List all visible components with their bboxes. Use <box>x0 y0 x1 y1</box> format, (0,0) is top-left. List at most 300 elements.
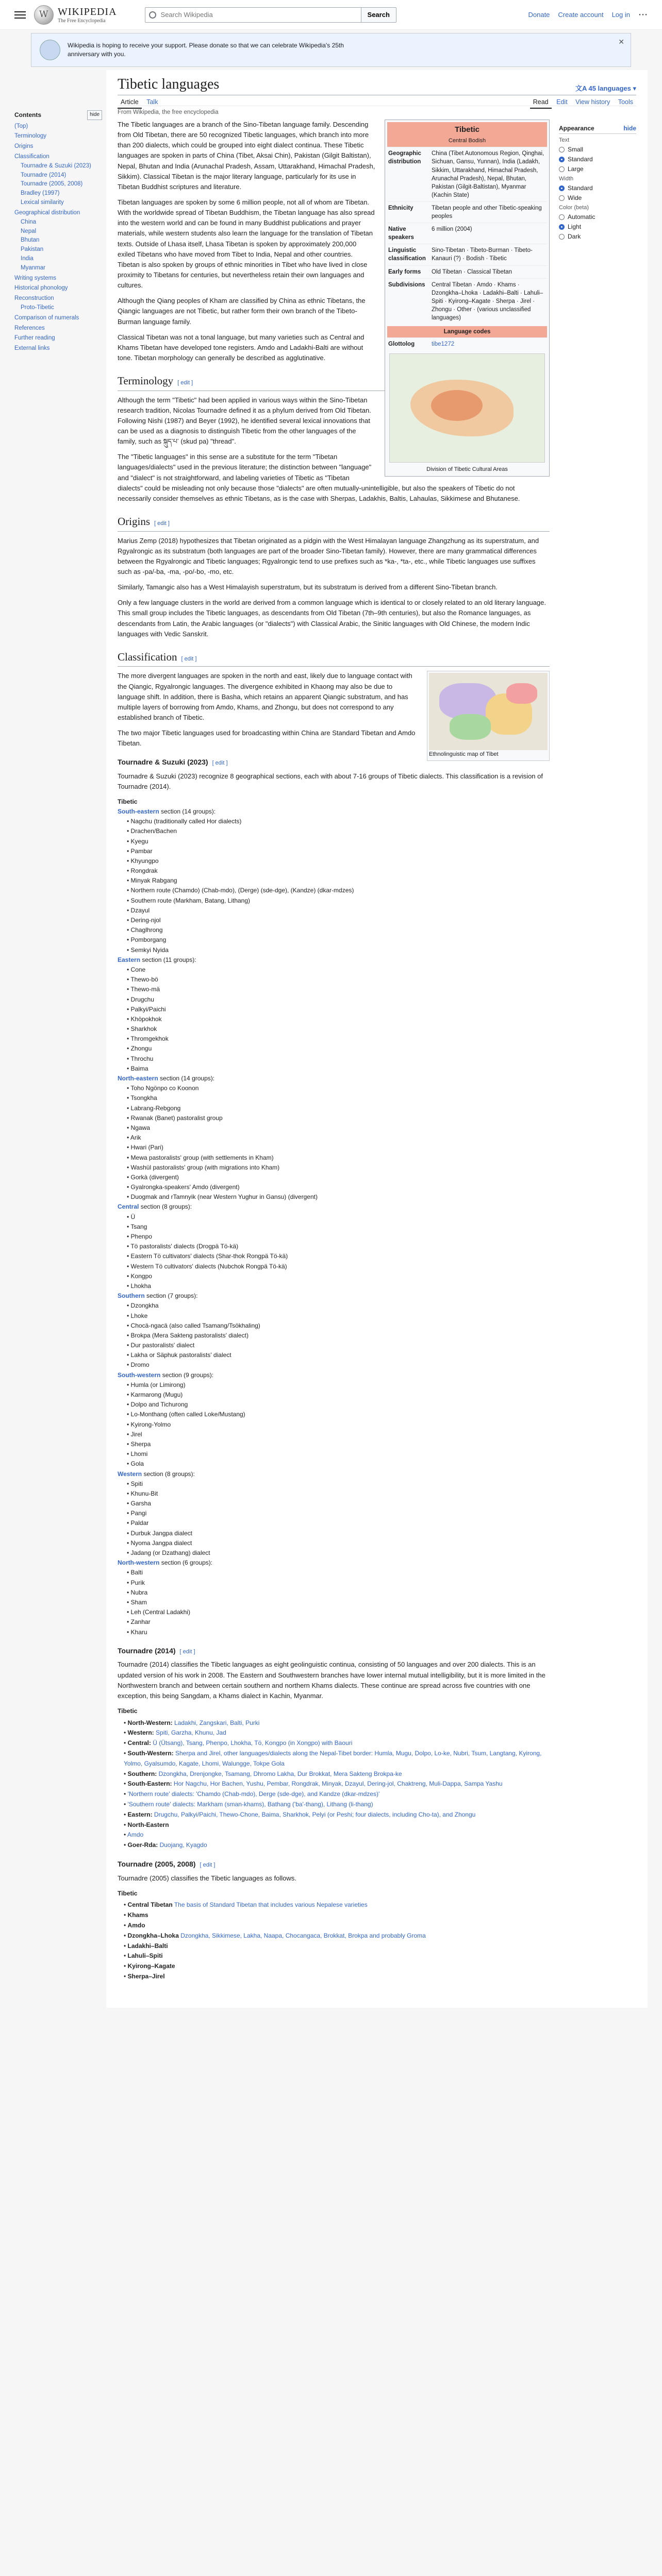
toc-item[interactable]: China <box>21 218 37 225</box>
list-item: • South-Eastern: Hor Nagchu, Hor Bachen, Yushu, Pembar, Rongdrak, Minyak, Dzayul, Dering-jol, Chaktreng, Muli-Dappa, Sampa Yashu <box>124 1780 503 1788</box>
section-name[interactable]: Western <box>118 1470 142 1478</box>
radio-icon[interactable] <box>559 224 565 230</box>
infobox-label: Linguistic classification <box>388 247 426 262</box>
option-label: Large <box>568 165 584 173</box>
list-item: • South-Western: Sherpa and Jirel, other languages/dialects along the Nepal-Tibet border: Humla, Mugu, Dolpo, Lo-ke, Nubri, Tsum, Langtang, Kyirong, Yolmo, Gyalsumdo, Kagate, Lhomi, Walungge, Tokpe Gola <box>124 1749 542 1767</box>
list-item: • Dzayul <box>127 906 550 916</box>
list-item: • Pomborgang <box>127 935 550 945</box>
tab-edit[interactable]: Edit <box>556 98 568 106</box>
paragraph: Similarly, Tamangic also has a West Himalayish superstratum, but its substratum is derived from a different Sino-Tibetan branch. <box>118 583 498 591</box>
list-item: • Pambar <box>127 846 550 856</box>
list-item: • Toho Ngönpo co Koonon <box>127 1083 550 1093</box>
list-item: • Tsongkha <box>127 1093 550 1103</box>
list-item: • Gyalrongka-speakers' Amdo (divergent) <box>127 1182 550 1192</box>
list-item: • Dzongkha <box>127 1301 550 1311</box>
option-label: Dark <box>568 233 581 240</box>
infobox-row <box>387 147 547 201</box>
list-item: • Central Tibetan The basis of Standard Tibetan that includes various Nepalese varieties <box>124 1901 368 1909</box>
classification-tree <box>118 807 550 1637</box>
toc-item[interactable]: Tournadre & Suzuki (2023) <box>21 162 91 169</box>
t2005-list <box>118 1900 550 1981</box>
toc-item[interactable]: Nepal <box>21 228 37 234</box>
toc-item[interactable]: Proto-Tibetic <box>21 304 54 311</box>
list-item: • Ladakhi–Balti <box>124 1942 168 1950</box>
section-name[interactable]: Central <box>118 1203 139 1211</box>
list-item-head: Sherpa–Jirel <box>127 1972 165 1980</box>
list-item-head: North-Western: <box>127 1719 173 1726</box>
infobox-label: Glottolog <box>388 341 415 348</box>
list-item: • Southern route (Markham, Batang, Lithang) <box>127 896 550 906</box>
list-item: • Dzongkha–Lhoka Dzongkha, Sikkimese, Lakha, Naapa, Chocangaca, Brokkat, Brokpa and probably Groma <box>124 1931 426 1939</box>
tab-tools[interactable]: Tools <box>618 98 633 106</box>
list-item-head: North-Eastern <box>127 1821 169 1828</box>
color-label: Color (beta) <box>559 205 589 211</box>
list-item-text[interactable]: Sherpa and Jirel, other languages/dialects along the Nepal-Tibet border: Humla, Mugu, Dolpo, Lo-ke, Nubri, Tsum, Langtang, Kyirong, Yolmo, Gyalsumdo, Kagate, Lhomi, Walungge, Tokpe Gola <box>124 1749 542 1767</box>
toc-item[interactable]: Lexical similarity <box>21 199 64 206</box>
toc-item[interactable]: Bhutan <box>21 237 40 244</box>
toc-hide-button[interactable]: hide <box>87 110 102 120</box>
list-item: • Lhokha <box>127 1281 550 1291</box>
list-item: • Thewo-bö <box>127 975 550 985</box>
section-group-list <box>118 965 550 1074</box>
list-item: • Sharkhok <box>127 1024 550 1034</box>
list-item-head: South-Eastern: <box>127 1780 172 1788</box>
list-item: • Rongdrak <box>127 866 550 876</box>
list-item-text[interactable]: Duojang, Kyagdo <box>159 1841 207 1849</box>
toc-item[interactable]: Pakistan <box>21 246 44 253</box>
tree-root: Tibetic <box>118 798 138 806</box>
list-item-text[interactable]: Ladakhi, Zangskari, Balti, Purki <box>174 1719 260 1726</box>
list-item: • Southern: Dzongkha, Drenjongke, Tsamang, Dhromo Lakha, Dur Brokkat, Mera Sakteng Brokpa-ke <box>124 1770 402 1777</box>
list-item-head: Southern: <box>127 1770 157 1777</box>
list-item: • Western Tö cultivators' dialects (Nubchok Rongpä Tö-kä) <box>127 1262 550 1272</box>
infobox-row <box>387 223 547 244</box>
table-of-contents <box>14 70 102 2008</box>
list-item: • Khyungpo <box>127 856 550 866</box>
banner-globe-icon <box>40 40 60 60</box>
main-menu-icon[interactable] <box>14 11 26 19</box>
list-item: • Brokpa (Mera Sakteng pastoralists' dialect) <box>127 1331 550 1341</box>
infobox-value: Old Tibetan · Classical Tibetan <box>432 268 512 275</box>
list-item-head: Ladakhi–Balti <box>127 1942 168 1950</box>
list-item: • Dur pastoralists' dialect <box>127 1341 550 1350</box>
paragraph: The two major Tibetic languages used for broadcasting within China are Standard Tibetan and Amdo Tibetan. <box>118 729 416 748</box>
list-item: • 'Southern route' dialects: Markham (sman-khams), Bathang ('ba'-thang), Lithang (li-thang) <box>124 1800 373 1808</box>
appearance-panel <box>559 120 636 1987</box>
infobox-subtitle: Central Bodish <box>387 137 547 147</box>
heading-text: Tournadre (2014) <box>118 1646 176 1655</box>
radio-icon[interactable] <box>559 147 565 152</box>
tab-view-history[interactable]: View history <box>575 98 610 106</box>
paragraph: The more divergent languages are spoken in the north and east, likely due to language contact with the Qiangic, Rgyalrongic languages. The divergence exhibited in Khaong may also be due to language shift. In addition, there is Basha, which retains an apparent Qiangic substratum, and has multiple layers of borrowing from Amdo, Khams, and Zhongu, but does not correspond to any established branch of Tibetic. <box>118 672 412 721</box>
option-label: Light <box>568 223 582 230</box>
section-note: section (8 groups): <box>143 1470 195 1478</box>
toc-item[interactable]: Terminology <box>14 133 46 140</box>
toc-item[interactable]: Further reading <box>14 335 55 342</box>
search-button[interactable]: Search <box>361 7 396 23</box>
section-group-list <box>118 1568 550 1637</box>
toc-item[interactable]: Tournadre (2005, 2008) <box>21 181 83 188</box>
infobox-label: Native speakers <box>388 226 414 241</box>
toc-item[interactable]: Bradley (1997) <box>21 190 60 197</box>
languages-label: 45 languages <box>588 84 631 92</box>
list-item-head: Central Tibetan <box>127 1901 173 1909</box>
paragraph: The "Tibetic languages" in this sense are a substitute for the term "Tibetan languages/dialects" used in the previous literature; the distinction between "language" and "dialect" is not straightforward, and labeling varieties of Tibetic as "Tibetan dialects" could be misleading not only because those "dialects" are often mutually-unintelligible, but also the speakers of Tibetic do not necessarily consider themselves as ethnic Tibetans, as is the case with Sherpas, Ladakhis, Baltis, Lahaulas, Sikkimese and Bhutanese. <box>118 453 520 502</box>
list-item: • Lo-Monthang (often called Loke/Mustang) <box>127 1410 550 1419</box>
list-item-text[interactable]: Dzongkha, Drenjongke, Tsamang, Dhromo Lakha, Dur Brokkat, Mera Sakteng Brokpa-ke <box>158 1770 402 1777</box>
list-item: • Paldar <box>127 1518 550 1528</box>
list-item: • Balti <box>127 1568 550 1578</box>
tab-article[interactable]: Article <box>118 96 142 109</box>
paragraph: Although the Qiang peoples of Kham are classified by China as ethnic Tibetans, the Qiangic languages are not Tibetic, but rather form their own branch of the Tibeto-Burman language family. <box>118 297 366 326</box>
banner-text: Wikipedia is hoping to receive your support. Please donate so that we can celebrate Wikipedia's 25th anniversary with you. <box>68 42 344 58</box>
section-note: section (7 groups): <box>146 1292 198 1300</box>
list-item: • Kharu <box>127 1628 550 1637</box>
section-name[interactable]: North-western <box>118 1559 160 1567</box>
list-item-text[interactable]: Ü (Ütsang), Tsang, Phenpo, Lhokha, Tö, Kongpo (in Xongpo) with Baouri <box>153 1739 353 1747</box>
radio-icon[interactable] <box>559 234 565 240</box>
paragraph: Tournadre (2005) classifies the Tibetic languages as follows. <box>118 1874 296 1882</box>
infobox-label: Geographic distribution <box>388 150 421 165</box>
list-item-text[interactable]: Drugchu, Palkyi/Paichi, Thewo-Chone, Baima, Sharkhok, Pelyi (or Peshi; four dialects, including Cho-ta), and Zhongu <box>154 1810 476 1818</box>
list-item-head: Eastern: <box>127 1810 153 1818</box>
list-item: • Thewo-mä <box>127 985 550 994</box>
appearance-title: Appearance <box>559 125 594 132</box>
wikipedia-logo[interactable] <box>34 5 117 25</box>
section-note: section (9 groups): <box>162 1371 214 1379</box>
create-account-link[interactable]: Create account <box>558 11 604 19</box>
login-link[interactable]: Log in <box>611 11 630 19</box>
tree-root: Tibetic <box>118 1707 138 1715</box>
list-item: • Western: Spiti, Garzha, Khunu, Jad <box>124 1729 226 1737</box>
edit-link[interactable]: [ edit ] <box>154 520 170 527</box>
radio-icon[interactable] <box>559 166 565 172</box>
subsection-heading-t2014 <box>118 1646 550 1657</box>
edit-link[interactable]: [ edit ] <box>177 380 193 386</box>
list-item: • Garsha <box>127 1499 550 1509</box>
toc-item[interactable]: Historical phonology <box>14 285 68 292</box>
tree-section <box>118 1074 550 1202</box>
list-item-head: South-Western: <box>127 1749 174 1757</box>
title-row <box>118 76 636 95</box>
list-item: • Sherpa <box>127 1439 550 1449</box>
tree-section <box>118 1202 550 1291</box>
list-item: • Khams <box>124 1911 148 1919</box>
section-note: section (8 groups): <box>140 1203 192 1211</box>
logo-text: WIKIPEDIA <box>58 6 117 18</box>
list-item: • North-Western: Ladakhi, Zangskari, Balti, Purki <box>124 1719 260 1726</box>
section-note: section (11 groups): <box>142 956 196 963</box>
main-content <box>106 70 648 2008</box>
list-item: • Amdo <box>124 1921 145 1929</box>
paragraph: Although the term "Tibetic" had been applied in various ways within the Sino-Tibetan research tradition, Nicolas Tournadre defined it as a phylum derived from Old Tibetan. Following Nishi (1987) and Beyer (1992), he identified several lexical innovations that can be used as a diagnosis to distinguish Tibetic from the other languages of the family, such as སྐུད་པ་ (skud pa) "thread". <box>118 396 371 446</box>
list-item-head: Western: <box>127 1729 154 1737</box>
section-name[interactable]: Eastern <box>118 956 141 963</box>
donate-link[interactable]: Donate <box>528 11 550 19</box>
list-item-head: Central: <box>127 1739 151 1747</box>
heading-text: Classification <box>118 650 177 663</box>
radio-icon[interactable] <box>559 185 565 191</box>
languages-button[interactable]: 文A 45 languages ▾ <box>575 84 636 92</box>
option-label: Standard <box>568 184 593 192</box>
section-name[interactable]: Southern <box>118 1292 145 1300</box>
list-item: • Hwari (Pari) <box>127 1143 550 1153</box>
list-item-text[interactable]: Amdo <box>127 1831 144 1839</box>
infobox-value[interactable]: tibe1272 <box>432 341 455 348</box>
paragraph: Tournadre & Suzuki (2023) recognize 8 geographical sections, each with about 7-16 groups of Tibetic dialects. This classification is a revision of Tournadre (2014). <box>118 772 543 791</box>
appearance-hide-button[interactable]: hide <box>623 125 636 132</box>
search-bar <box>138 7 396 23</box>
list-item-head: Khams <box>127 1911 148 1919</box>
tab-talk[interactable]: Talk <box>146 98 158 106</box>
list-item-text[interactable]: 'Northern route' dialects: 'Chamdo (Chab-mdo), Derge (sde-dge), and Kandze (dkar-mdzes)' <box>127 1790 380 1798</box>
list-item: • Durbuk Jangpa dialect <box>127 1529 550 1538</box>
list-item: • Cone <box>127 965 550 975</box>
list-item: • Khunu-Bit <box>127 1489 550 1499</box>
search-input[interactable] <box>145 7 361 23</box>
infobox-value: China (Tibet Autonomous Region, Qinghai, Sichuan, Gansu, Yunnan), India (Ladakh, Sikkim, Uttarakhand, Himachal Pradesh, Arunachal Pradesh), Nepal, Bhutan, Pakistan (Gilgit-Baltistan), Myanmar (Kachin State) <box>432 150 544 198</box>
list-item: • Goer-Rda: Duojang, Kyagdo <box>124 1841 207 1849</box>
more-options-icon[interactable]: ⋯ <box>638 9 648 20</box>
list-item: • Jadang (or Dzathang) dialect <box>127 1548 550 1558</box>
infobox-label: Early forms <box>388 268 421 275</box>
section-note: section (14 groups): <box>160 1075 215 1082</box>
list-item: • North-Eastern <box>124 1821 169 1828</box>
width-label: Width <box>559 176 574 182</box>
paragraph: Marius Zemp (2018) hypothesizes that Tibetan originated as a pidgin with the West Himalayan language Zhangzhung as its superstratum, and Rgyalrongic as its substratum (both languages are part of the broader Sino-Tibetan family). However, there are many grammatical differences between the Rgyalrongic and Tibetic languages; Rgyalrongic tend to use prefixes such as *ka-, *ta-, etc., while Tibetic languages use suffixes such as -pa/-ba, -ma, -po/-bo, -mo, etc. <box>118 536 539 576</box>
list-item: • Central: Ü (Ütsang), Tsang, Phenpo, Lhokha, Tö, Kongpo (in Xongpo) with Baouri <box>124 1739 353 1747</box>
header-links <box>528 9 648 20</box>
ethnolinguistic-map-thumb[interactable] <box>427 671 550 761</box>
list-item: • Kyirong-Yolmo <box>127 1420 550 1430</box>
site-header <box>0 0 662 30</box>
section-group-list <box>118 1301 550 1370</box>
infobox-title: Tibetic <box>387 122 547 137</box>
tab-read[interactable]: Read <box>530 96 552 109</box>
toc-item[interactable]: Reconstruction <box>14 295 54 302</box>
list-item: • Ü <box>127 1212 550 1222</box>
thumb-caption: Ethnolinguistic map of Tibet <box>429 751 499 758</box>
appearance-option[interactable] <box>559 146 636 153</box>
infobox-value: Tibetan people and other Tibetic-speaking peoples <box>432 205 542 220</box>
list-item: • Rwanak (Banet) pastoralist group <box>127 1113 550 1123</box>
list-item: • Tsang <box>127 1222 550 1232</box>
list-item: • Sherpa–Jirel <box>124 1972 165 1980</box>
option-label: Automatic <box>568 213 595 221</box>
list-item: • Jirel <box>127 1430 550 1439</box>
list-item: • Washül pastoralists' group (with migrations into Kham) <box>127 1163 550 1173</box>
tagline: From Wikipedia, the free encyclopedia <box>118 109 219 115</box>
list-item: • Phenpo <box>127 1232 550 1242</box>
list-item: • Purik <box>127 1578 550 1588</box>
edit-link[interactable]: [ edit ] <box>200 1861 216 1868</box>
appearance-option[interactable] <box>559 165 636 173</box>
list-item: • Gorkà (divergent) <box>127 1173 550 1182</box>
toc-item[interactable]: Comparison of numerals <box>14 314 79 321</box>
list-item-head: Lahuli–Spiti <box>127 1952 163 1960</box>
edit-link[interactable]: [ edit ] <box>212 760 228 767</box>
list-item: • Nagchu (traditionally called Hor dialects) <box>127 817 550 826</box>
toc-item[interactable]: India <box>21 255 34 262</box>
list-item: • Eastern Tö cultivators' dialects (Shar-thok Rongpä Tö-kä) <box>127 1251 550 1261</box>
list-item: • Thromgekhok <box>127 1034 550 1044</box>
option-label: Standard <box>568 156 593 163</box>
infobox-row <box>387 337 547 350</box>
list-item: • Karmarong (Mugu) <box>127 1390 550 1400</box>
section-group-list <box>118 817 550 955</box>
tree-section <box>118 1370 550 1469</box>
list-item: • Zanhar <box>127 1617 550 1627</box>
appearance-option[interactable] <box>559 223 636 230</box>
toc-item[interactable]: Classification <box>14 154 49 160</box>
toc-item[interactable]: Tournadre (2014) <box>21 172 67 178</box>
tree-section <box>118 1469 550 1558</box>
page-tabs <box>118 98 636 106</box>
list-item: • Nyoma Jangpa dialect <box>127 1538 550 1548</box>
list-item: • Duogmak and rTamnyik (near Western Yughur in Gansu) (divergent) <box>127 1192 550 1202</box>
list-item: • Tö pastoralists' dialects (Drogpä Tö-kä) <box>127 1242 550 1251</box>
list-item: • Leh (Central Ladakhi) <box>127 1607 550 1617</box>
list-item: • Palkyi/Paichi <box>127 1005 550 1014</box>
section-group-list <box>118 1083 550 1202</box>
text-size-label: Text <box>559 137 570 143</box>
page-title: Tibetic languages <box>118 76 220 92</box>
section-group-list <box>118 1380 550 1469</box>
toc-item[interactable]: References <box>14 325 45 331</box>
toc-item[interactable]: Geographical distribution <box>14 209 80 216</box>
infobox-codes-header: Language codes <box>387 326 547 337</box>
list-item: • Semkyi Nyida <box>127 945 550 955</box>
section-note: section (14 groups): <box>161 807 216 815</box>
list-item: • Drachen/Bachen <box>127 826 550 836</box>
list-item: • Humla (or Limirong) <box>127 1380 550 1390</box>
infobox-row <box>387 278 547 324</box>
edit-link[interactable]: [ edit ] <box>181 655 197 662</box>
close-icon[interactable]: ✕ <box>618 38 624 46</box>
infobox-caption: Division of Tibetic Cultural Areas <box>426 466 508 473</box>
infobox-value: Central Tibetan · Amdo · Khams · Dzongkha–Lhoka · Ladakhi–Balti · Lahuli–Spiti · Kyirong–Kagate · Sherpa · Jirel · Zhongu · Other · (various unclassified languages) <box>432 281 543 321</box>
list-item-head: Amdo <box>127 1921 145 1929</box>
donation-banner <box>31 33 631 67</box>
list-item-text[interactable]: 'Southern route' dialects: Markham (sman-khams), Bathang ('ba'-thang), Lithang (li-thang) <box>127 1800 373 1808</box>
toc-list <box>14 122 102 354</box>
radio-icon[interactable] <box>559 195 565 201</box>
cultural-areas-map[interactable] <box>389 353 545 463</box>
list-item: • Throchu <box>127 1054 550 1064</box>
list-item: • Chocä-ngacä (also called Tsamang/Tsökhaling) <box>127 1321 550 1331</box>
section-name[interactable]: South-western <box>118 1371 161 1379</box>
edit-link[interactable]: [ edit ] <box>179 1648 195 1655</box>
toc-item[interactable]: Myanmar <box>21 264 45 271</box>
logo-tagline: The Free Encyclopedia <box>58 18 106 24</box>
heading-text: Tournadre (2005, 2008) <box>118 1859 196 1868</box>
list-item: • Northern route (Chamdo) (Chab-mdo), (Derge) (sde-dge), (Kandze) (dkar-mdzes) <box>127 886 550 895</box>
toc-item[interactable]: (Top) <box>14 123 28 129</box>
list-item: • Dolpo and Tichurong <box>127 1400 550 1410</box>
toc-item[interactable]: Writing systems <box>14 275 56 281</box>
list-item-text[interactable]: Spiti, Garzha, Khunu, Jad <box>156 1729 226 1737</box>
appearance-option[interactable] <box>559 184 636 192</box>
list-item: • Dering-njol <box>127 916 550 925</box>
ethnolinguistic-map <box>429 673 548 750</box>
list-item: • Pangi <box>127 1509 550 1518</box>
list-item: • Dromo <box>127 1360 550 1370</box>
search-icon <box>149 11 156 19</box>
appearance-option[interactable] <box>559 156 636 163</box>
radio-icon[interactable] <box>559 214 565 220</box>
list-item: • Minyak Rabgang <box>127 876 550 886</box>
toc-item[interactable]: External links <box>14 345 50 352</box>
list-item-text[interactable]: Dzongkha, Sikkimese, Lakha, Naapa, Chocangaca, Brokkat, Brokpa and probably Groma <box>180 1931 426 1939</box>
list-item-head: Kyirong–Kagate <box>127 1962 175 1970</box>
list-item-head: Dzongkha–Lhoka <box>127 1931 179 1939</box>
list-item-text[interactable]: The basis of Standard Tibetan that includes various Nepalese varieties <box>174 1901 368 1909</box>
section-group-list <box>118 1212 550 1292</box>
list-item: • Drugchu <box>127 995 550 1005</box>
infobox-label: Ethnicity <box>388 205 413 211</box>
list-item: • Chaglhrong <box>127 925 550 935</box>
list-item: • Ngawa <box>127 1123 550 1133</box>
t2014-list <box>118 1718 550 1851</box>
tree-section <box>118 1558 550 1637</box>
subsection-heading-t2005 <box>118 1859 550 1870</box>
tree-section <box>118 1291 550 1370</box>
list-item-text[interactable]: Hor Nagchu, Hor Bachen, Yushu, Pembar, Rongdrak, Minyak, Dzayul, Dering-jol, Chaktreng, Muli-Dappa, Sampa Yashu <box>173 1780 503 1788</box>
section-name[interactable]: South-eastern <box>118 807 159 815</box>
infobox-row <box>387 244 547 265</box>
list-item: • Sham <box>127 1598 550 1607</box>
list-item: • Kongpo <box>127 1272 550 1281</box>
appearance-option[interactable] <box>559 233 636 240</box>
appearance-option[interactable] <box>559 194 636 201</box>
paragraph: The Tibetic languages are a branch of the Sino-Tibetan language family. Descending from Old Tibetan, there are 50 recognized Tibetic languages, which branch into more than 200 dialects, which could be grouped into eight dialect continua. These Tibetic languages are spoken in parts of China (Tibet, Aksai Chin), Pakistan (Gilgit Baltistan), Nepal, Bhutan and India (Arunachal Pradesh, Assam, Uttarakhand, Himachal Pradesh, Sikkim). Classical Tibetan is the major literary language, particularly for its use in Tibetan Buddhist scriptures and literature. <box>118 121 375 191</box>
appearance-header <box>559 125 636 134</box>
section-group-list <box>118 1479 550 1558</box>
infobox-row <box>387 201 547 223</box>
globe-icon <box>34 5 54 25</box>
section-name[interactable]: North-eastern <box>118 1075 158 1082</box>
infobox-value: 6 million (2004) <box>432 226 472 233</box>
toc-header <box>14 110 102 120</box>
list-item: • Arik <box>127 1133 550 1143</box>
tree-section <box>118 955 550 1074</box>
radio-icon[interactable] <box>559 157 565 162</box>
option-label: Small <box>568 146 584 153</box>
list-item: • Lhoke <box>127 1311 550 1321</box>
list-item: • Lakha or Säphuk pastoralists' dialect <box>127 1350 550 1360</box>
paragraph: Tibetan languages are spoken by some 6 million people, not all of whom are Tibetan. With the worldwide spread of Tibetan Buddhism, the Tibetan language has also spread into the western world and can be found in many Buddhist publications and prayer materials, while western students also learn the language for the translation of Tibetan texts. Outside of Lhasa itself, Lhasa Tibetan is spoken by approximately 200,000 exiled Tibetans who have moved from Tibet to India, Nepal and other countries. Tibetan is also spoken by groups of ethnic minorities in Tibet who have lived in close proximity to Tibetans for centuries, but nevertheless retain their own languages and cultures. <box>118 198 375 290</box>
heading-text: Tournadre & Suzuki (2023) <box>118 758 208 767</box>
toc-item[interactable]: Origins <box>14 143 34 150</box>
list-item: • Mewa pastoralists' group (with settlements in Kham) <box>127 1153 550 1163</box>
list-item: • Kyegu <box>127 837 550 846</box>
list-item: • Kyirong–Kagate <box>124 1962 175 1970</box>
infobox-value: Sino-Tibetan · Tibeto-Burman · Tibeto-Kanauri (?) · Bodish · Tibetic <box>432 247 533 262</box>
list-item: • Nubra <box>127 1588 550 1598</box>
infobox-row <box>387 265 547 278</box>
list-item: • 'Northern route' dialects: 'Chamdo (Chab-mdo), Derge (sde-dge), and Kandze (dkar-mdzes)' <box>124 1790 380 1798</box>
option-label: Wide <box>568 194 582 201</box>
infobox-label: Subdivisions <box>388 281 425 288</box>
tree-root: Tibetic <box>118 1889 138 1897</box>
list-item: • Baima <box>127 1064 550 1074</box>
paragraph: Classical Tibetan was not a tonal language, but many varieties such as Central and Khams Tibetan have developed tone registers. Amdo and Ladakhi-Balti are without tone. Tibetan morphology can generally be described as agglutinative. <box>118 333 365 362</box>
section-heading-classification <box>118 649 550 667</box>
paragraph: Only a few language clusters in the world are derived from a common language which is identical to or closely related to an old literary language. This small group includes the Tibetic languages, as descendants from Old Tibetan (7th–9th centuries), but also the Romance languages, as descendants from Latin, the Arabic languages (or "dialects") with Classical Arabic, the Sinitic languages with Old Chinese, the modern Indic languages with Vedic Sanskrit. <box>118 599 547 638</box>
heading-text: Origins <box>118 515 150 528</box>
infobox <box>385 120 550 477</box>
appearance-option[interactable] <box>559 213 636 221</box>
